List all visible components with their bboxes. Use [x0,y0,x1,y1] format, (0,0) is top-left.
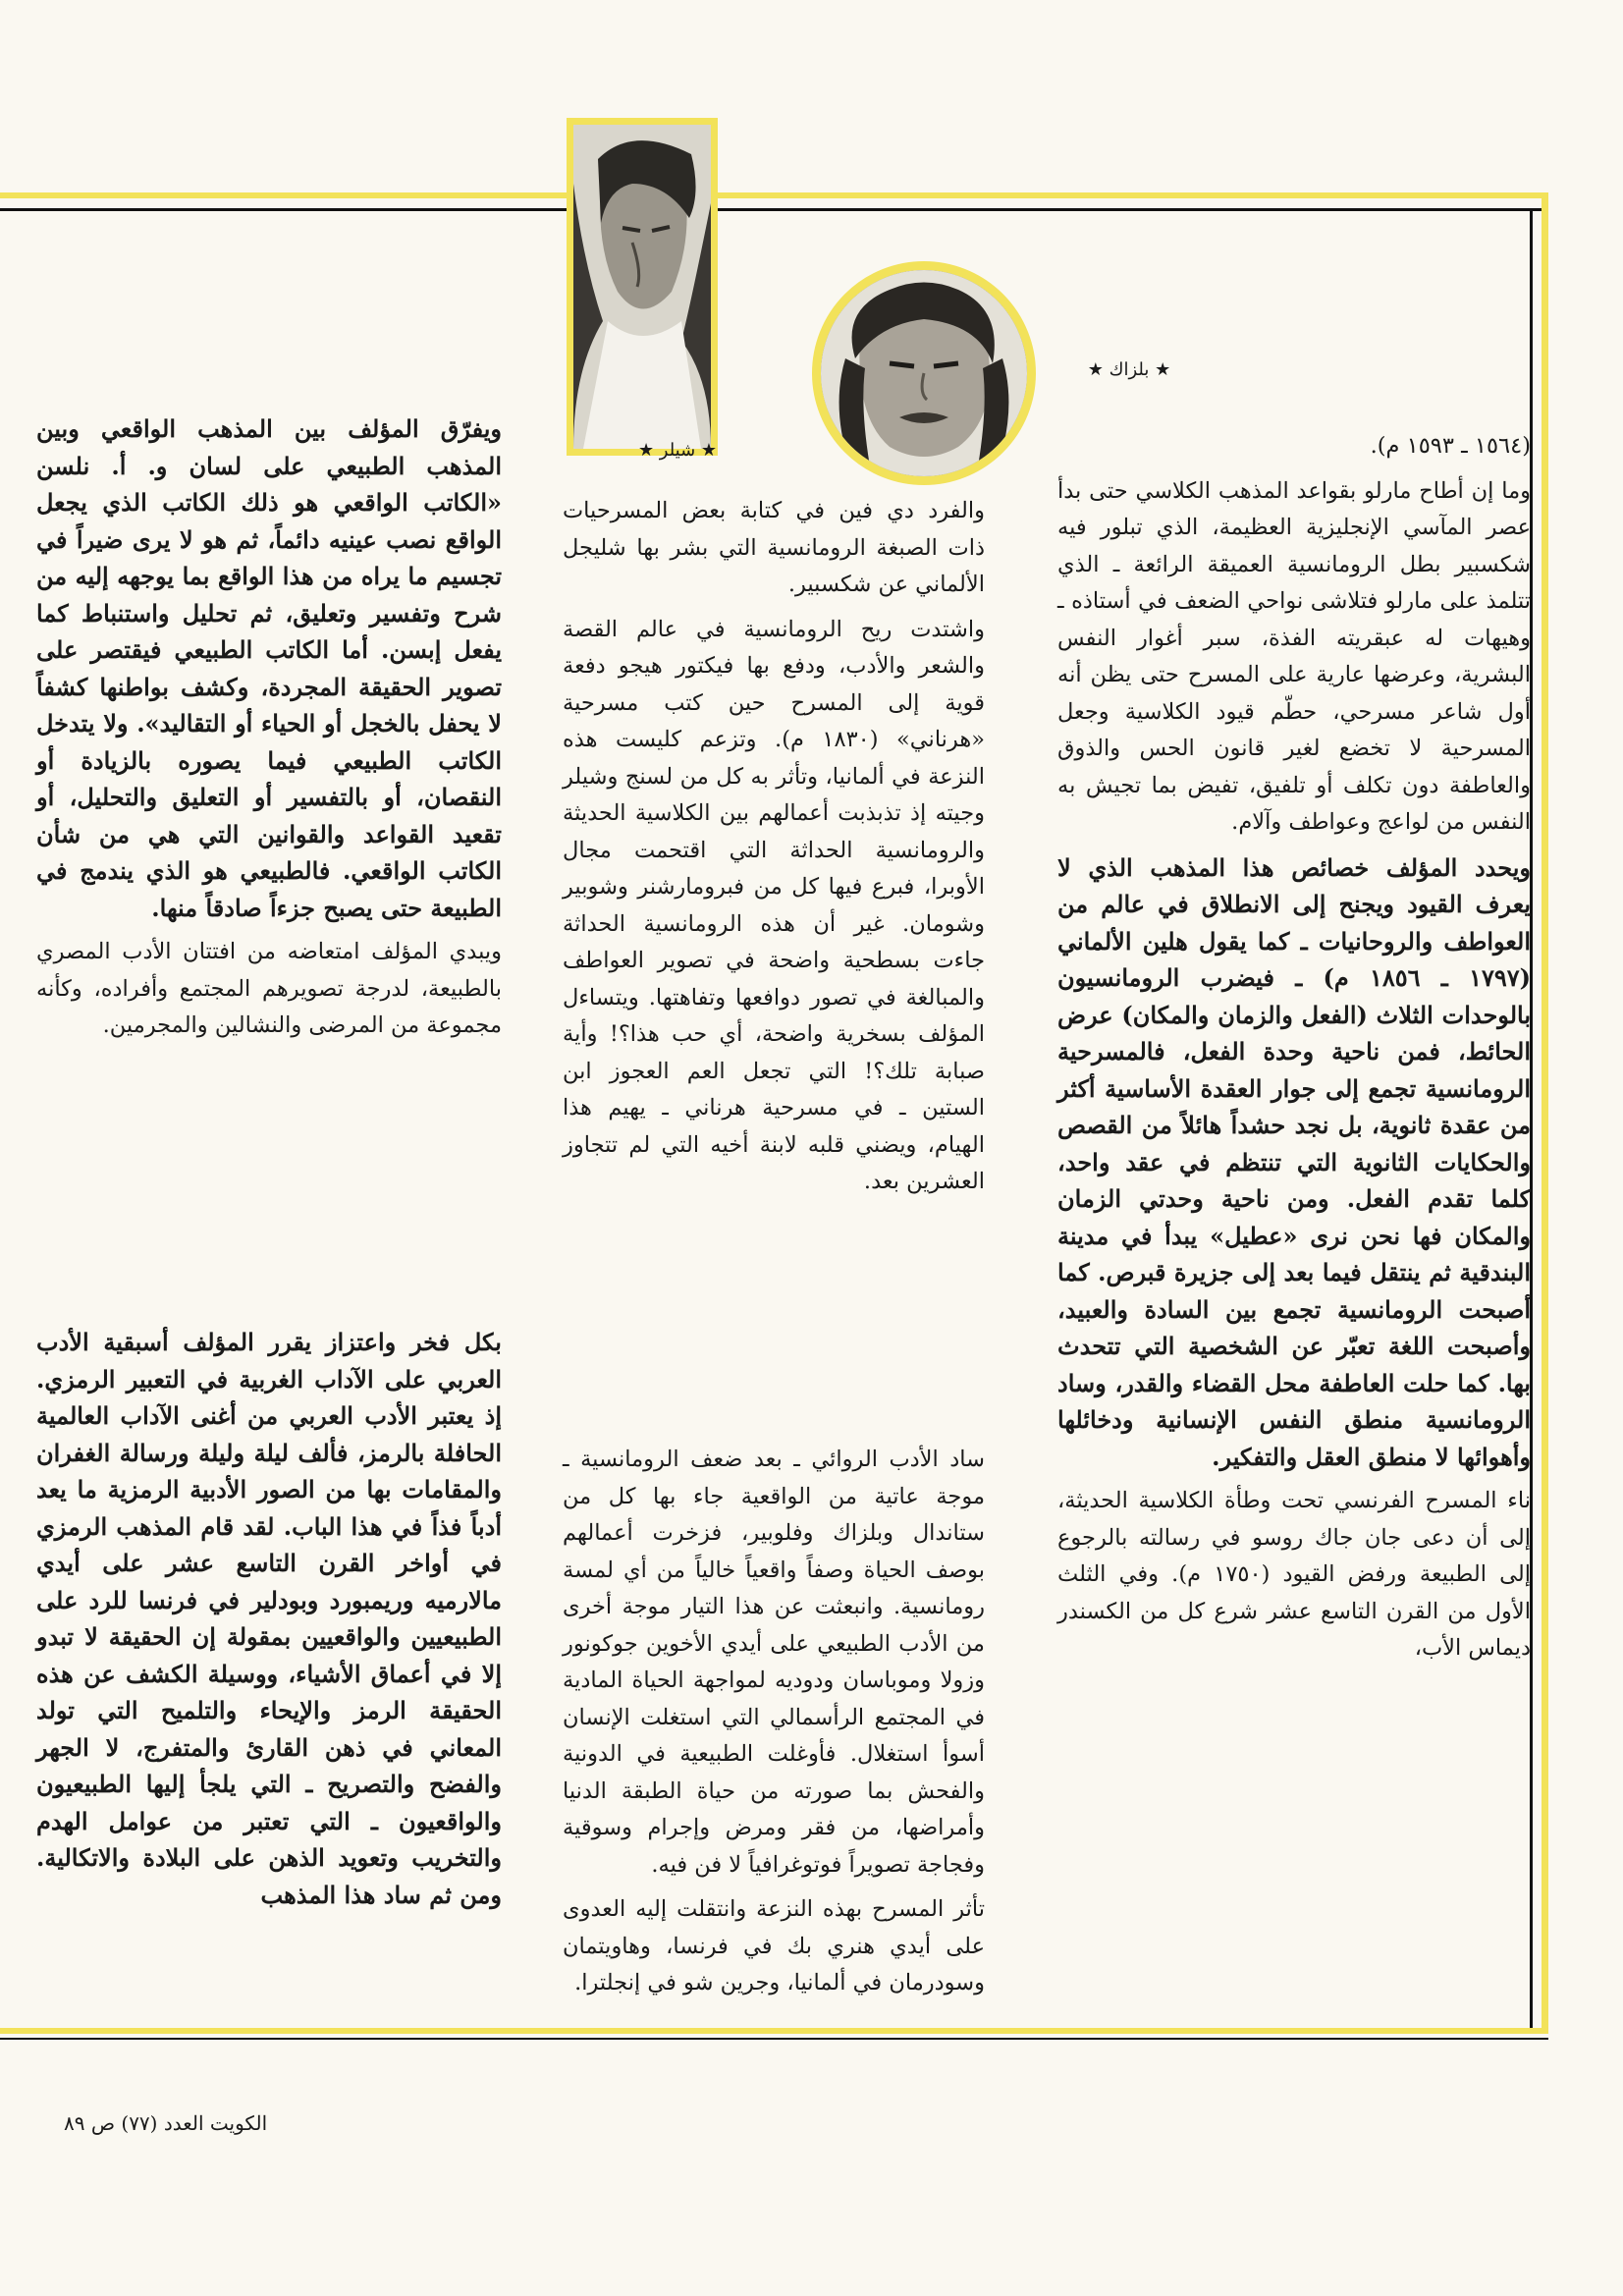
paragraph: ويحدد المؤلف خصائص هذا المذهب الذي لا يعرف القيود ويجنح إلى الانطلاق في عالم من العواطف والروحانيات ـ كما يقول هلين الألماني (١٧٩٧ ـ ١٨٥٦ م) ـ فيضرب الرومانسيون بالوحدات الثلاث (الفعل والزمان والمكان) عرض الحائط، فمن ناحية وحدة الفعل، فالمسرحية الرومانسية تجمع إلى جوار العقدة الأساسية أكثر من عقدة ثانوية، بل نجد حشداً هائلاً من القصص والحكايات الثانوية التي تنتظم في عقد واحد، كلما تقدم الفعل. ومن ناحية وحدتي الزمان والمكان فها نحن نرى «عطيل» يبدأ في مدينة البندقية ثم ينتقل فيما بعد إلى جزيرة قبرص. كما أصبحت الرومانسية تجمع بين السادة والعبيد، وأصبحت اللغة تعبّر عن الشخصية التي تتحدث بها. كما حلت العاطفة محل القضاء والقدر، وساد الرومانسية منطق النفس الإنسانية ودخائلها وأهوائها لا منطق العقل والتفكير. [1057,852,1531,1471]
balzac-portrait-image [821,270,1027,476]
balzac-caption: ★ بلزاك ★ [1087,359,1171,380]
balzac-portrait [812,261,1036,485]
article-column-right-top [1057,428,1531,1675]
paragraph: ويفرّق المؤلف بين المذهب الواقعي وبين المذهب الطبيعي على لسان و. أ. نلسن «الكاتب الواقعي هو ذلك الكاتب الذي يجعل الواقع نصب عينيه دائماً، ثم هو لا يرى ضيراً في تجسيم ما يراه من هذا الواقع بما يوجهه إليه من شرح وتفسير وتعليق، ثم تحليل واستنباط كما يفعل إبسن. أما الكاتب الطبيعي فيقتصر على تصوير الحقيقة المجردة، وكشف بواطنها كشفاً لا يحفل بالخجل أو الحياء أو التقاليد». ولا يتدخل الكاتب الطبيعي فيما يصوره بالزيادة أو النقصان، أو بالتفسير أو التعليق والتحليل، أو تقعيد القواعد والقوانين التي هي من شأن الكاتب الواقعي. فالطبيعي هو الذي يندمج في الطبيعة حتى يصبح جزءاً صادقاً منها. [36,414,502,922]
paragraph: ساد الأدب الروائي ـ بعد ضعف الرومانسية ـ موجة عاتية من الواقعية جاء بها كل من ستاندال وبلزاك وفلوبير، فزخرت أعمالهم بوصف الحياة وصفاً واقعياً خالياً من أي لمسة رومانسية. وانبعثت عن هذا التيار موجة أخرى من الأدب الطبيعي على أيدي الأخوين جوكونور وزولا وموباسان ودوديه لمواجهة الحياة المادية في المجتمع الرأسمالي التي استغلت الإنسان أسوأ استغلال. فأوغلت الطبيعية في الدونية والفحش بما صورته من حياة الطبقة الدنيا وأمراضها، من فقر ومرض وإجرام وسوقية وفجاجة تصويراً فوتوغرافياً لا فن فيه. [563,1447,985,1878]
article-column-left-top [36,410,502,1053]
article-column-left-bottom [36,1324,502,1921]
schiller-portrait [567,118,718,456]
schiller-caption: ★ شيلر ★ [637,440,718,461]
frame-bottom-rule [0,2038,1548,2040]
paragraph: تأثر المسرح بهذه النزعة وانتقلت إليه العدوى على أيدي هنري بك في فرنسا، وهاويتمان وسودرمان في ألمانيا، وجرين شو في إنجلترا. [563,1896,985,1995]
article-column-center-bottom [563,1442,985,2010]
frame-right-accent [1542,192,1548,2034]
paragraph: بكل فخر واعتزاز يقرر المؤلف أسبقية الأدب العربي على الآداب الغربية في التعبير الرمزي. إذ يعتبر الأدب العربي من أغنى الآداب العالمية الحافلة بالرمز، فألف ليلة وليلة ورسالة الغفران والمقامات بها من الصور الأدبية الرمزية ما يعد أدباً فذاً في هذا الباب. لقد قام المذهب الرمزي في أواخر القرن التاسع عشر على أيدي مالارميه وريمبورد وبودلير في فرنسا للرد على الطبيعيين والواقعيين بمقولة إن الحقيقة لا تبدو إلا في أعماق الأشياء، ووسيلة الكشف عن هذه الحقيقة الرمز والإيحاء والتلميح التي تولد المعاني في ذهن القارئ والمتفرج، لا الجهر والفضح والتصريح ـ التي يلجأ إليها الطبيعيون والواقعيون ـ التي تعتبر من عوامل الهدم والتخريب وتعويد الذهن على البلادة والاتكالية. ومن ثم ساد هذا المذهب [36,1328,502,1909]
article-column-center-top [563,493,985,1209]
paragraph: ويبدي المؤلف امتعاضه من افتتان الأدب المصري بالطبيعة، لدرجة تصويرهم المجتمع وأفراده، وكأنه مجموعة من المرضى والنشالين والمجرمين. [36,939,502,1038]
paragraph: ناء المسرح الفرنسي تحت وطأة الكلاسية الحديثة، إلى أن دعى جان جاك روسو في رسالته بالرجوع إلى الطبيعة ورفض القيود (١٧٥٠ م). وفي الثلث الأول من القرن التاسع عشر شرع كل من الكسندر ديماس الأب، [1057,1488,1531,1661]
frame-bottom-accent [0,2028,1548,2034]
paragraph: وما إن أطاح مارلو بقواعد المذهب الكلاسي حتى بدأ عصر المآسي الإنجليزية العظيمة، الذي تبلور فيه شكسبير بطل الرومانسية العميقة الرائعة ـ الذي تتلمذ على مارلو فتلاشى نواحي الضعف في أستاذه ـ وهيهات له عبقريته الفذة، سبر أغوار النفس البشرية، وعرضها عارية على المسرح حتى يظن أنه أول شاعر مسرحي، حطّم قيود الكلاسية وجعل المسرحية لا تخضع لغير قانون الحس والذوق والعاطفة دون تكلف أو تلفيق، تفيض بما تجيش به النفس من لواعج وعواطف وآلام. [1057,477,1531,835]
paragraph: والفرد دي فين في كتابة بعض المسرحيات ذات الصبغة الرومانسية التي بشر بها شليجل الألماني عن شكسبير. [563,498,985,597]
schiller-portrait-image [573,125,711,449]
frame-top-rule [0,208,1544,211]
paragraph: (١٥٦٤ ـ ١٥٩٣ م). [1370,433,1531,459]
frame-top-accent [0,192,1544,198]
paragraph: واشتدت ريح الرومانسية في عالم القصة والشعر والأدب، ودفع بها فيكتور هيجو دفعة قوية إلى المسرح حين كتب مسرحية «هرناني» (١٨٣٠ م). وتزعم كليست هذه النزعة في ألمانيا، وتأثر به كل من لسنج وشيلر وجيته إذ تذبذبت أعمالهم بين الكلاسية الحديثة والرومانسية الحداثة التي اقتحمت مجال الأوبرا، فبرع فيها كل من فبرومارشنر وشوبير وشومان. غير أن هذه الرومانسية الحداثة جاءت بسطحية واضحة في تصوير العواطف والمبالغة في تصور دوافعها وتفاهتها. ويتساءل المؤلف بسخرية واضحة، أي حب هذا؟! وأية صبابة تلك؟! التي تجعل العم العجوز ابن الستين ـ في مسرحية هرناني ـ يهيم هذا الهيام، ويضني قلبه لابنة أخيه التي لم تتجاوز العشرين بعد. [563,616,985,1194]
page-footer: الكويت العدد (٧٧) ص ٨٩ [64,2111,268,2135]
